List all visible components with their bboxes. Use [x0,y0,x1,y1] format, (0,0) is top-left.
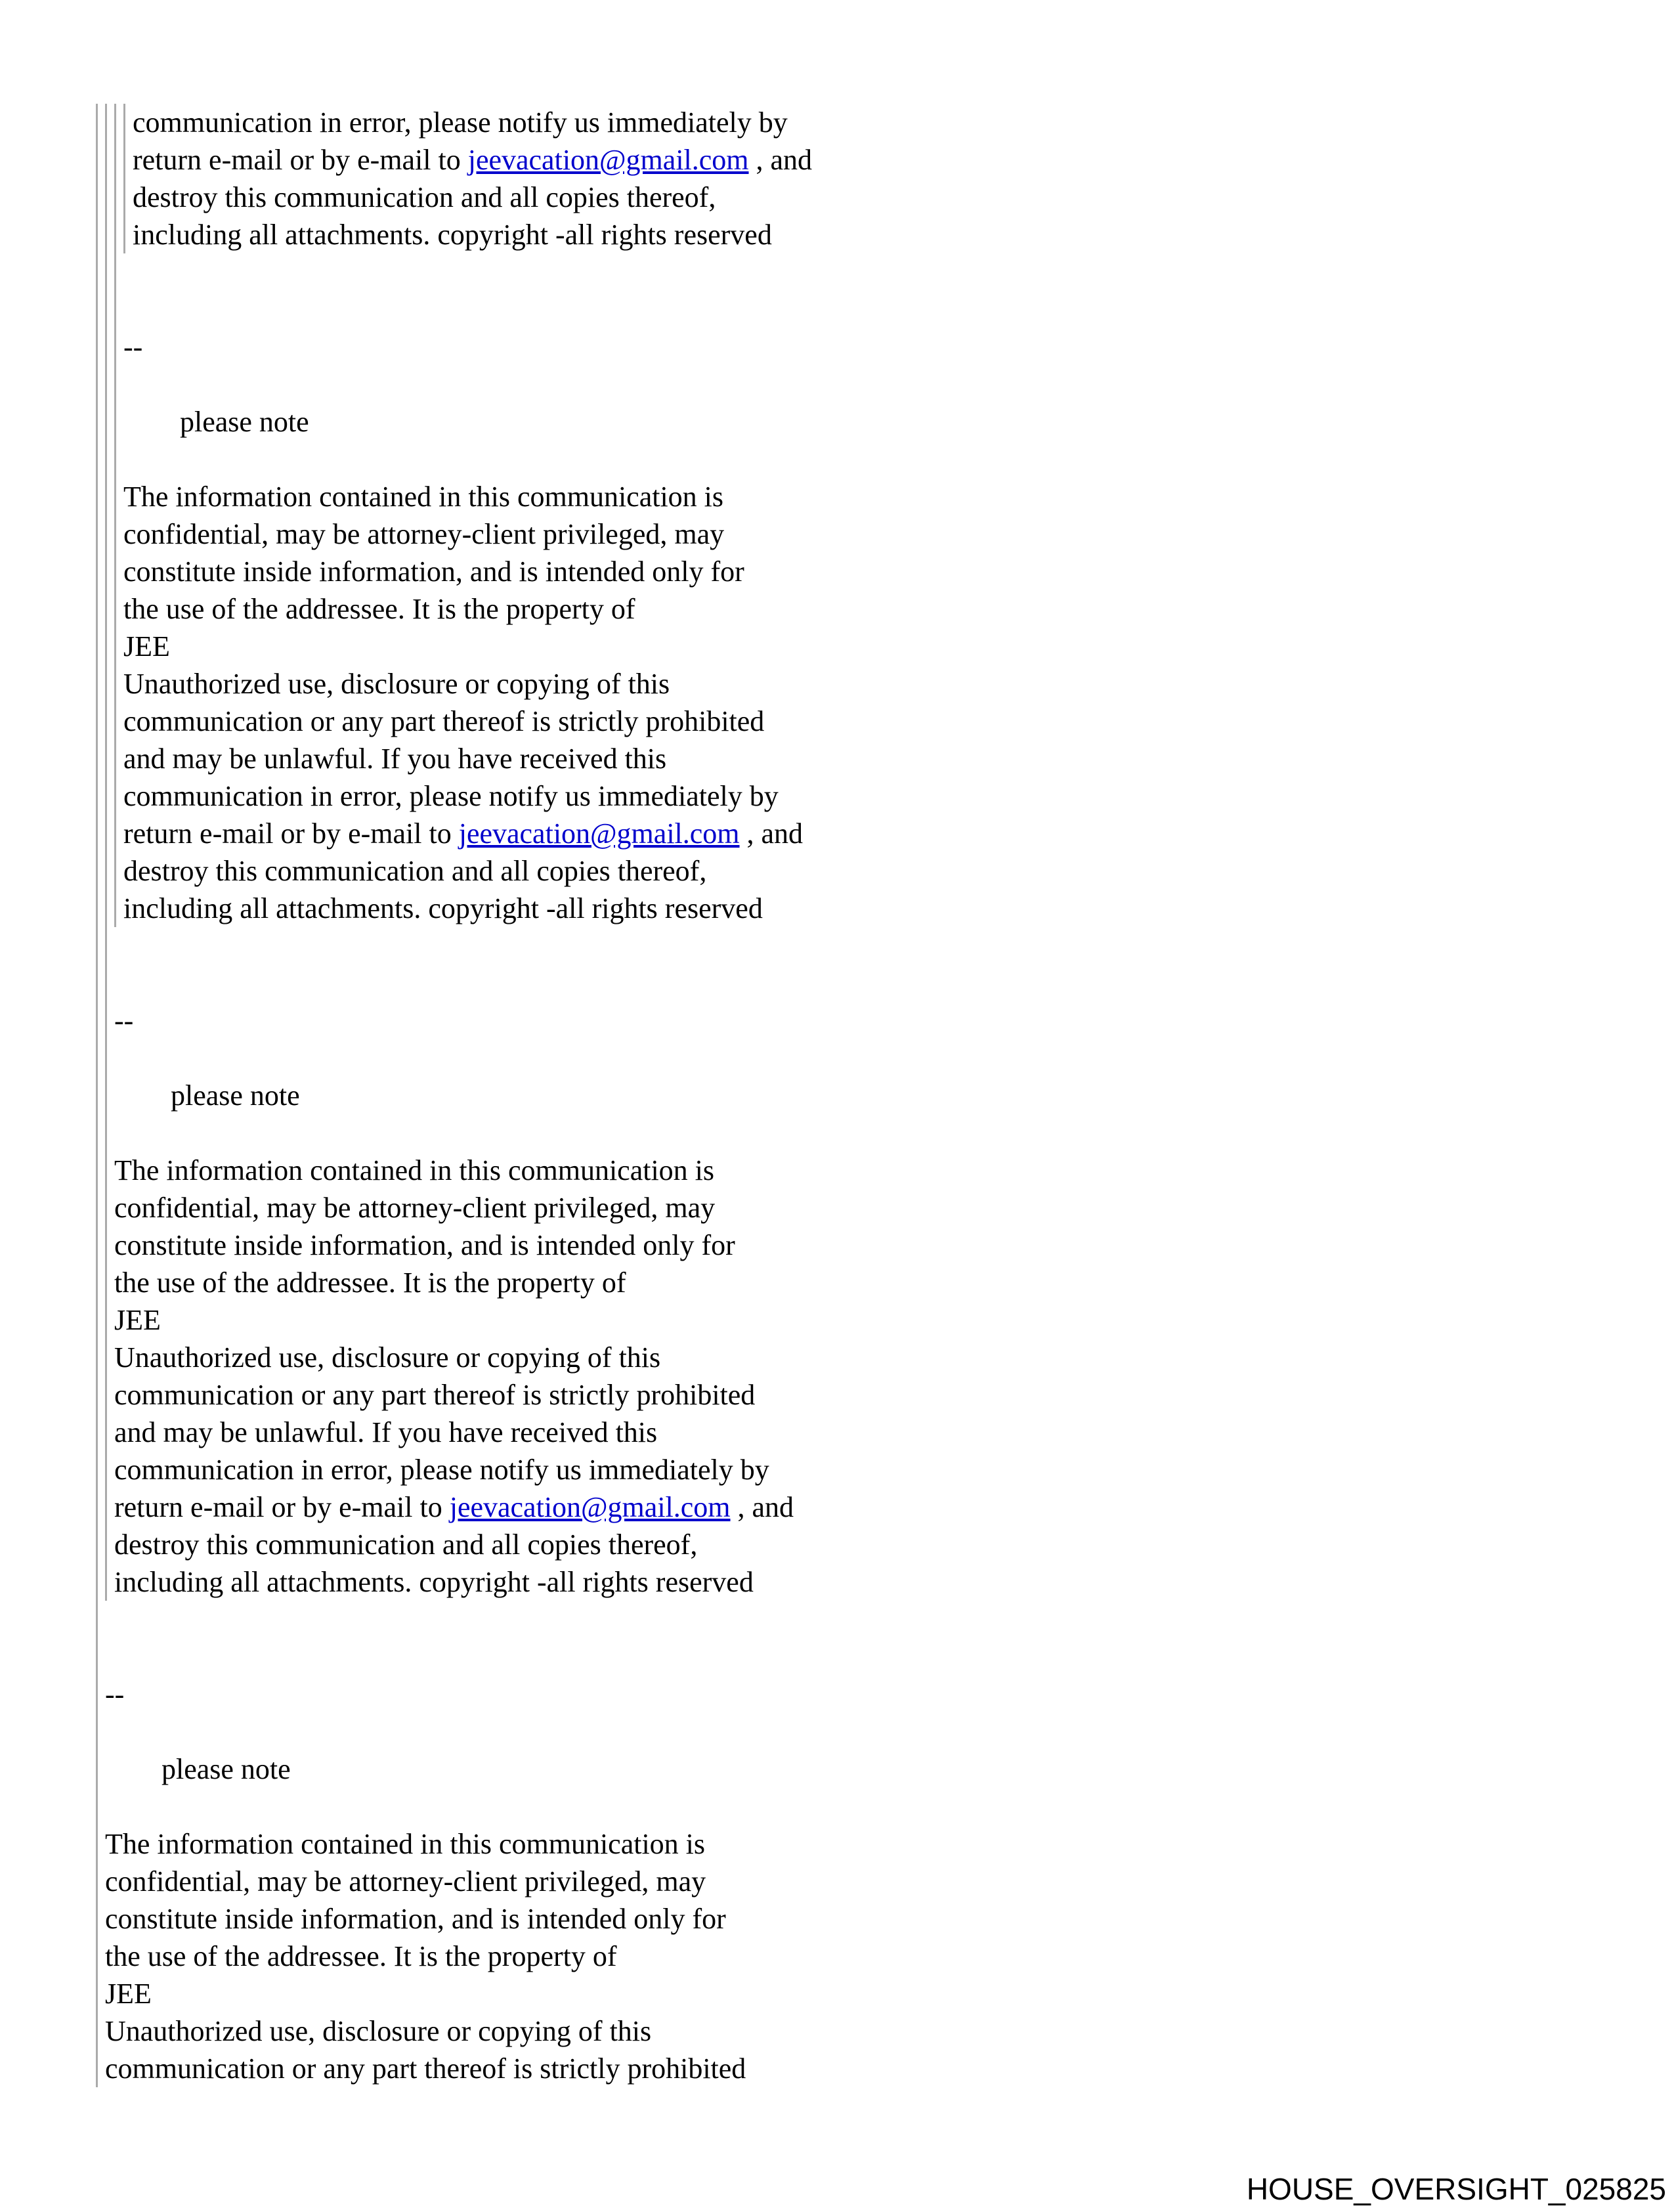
quote-bar [96,1601,98,2087]
line-text: , and [739,817,804,850]
quote-content [133,104,812,253]
disclaimer-line [133,141,812,179]
quote-bar [105,253,107,927]
quote-content [123,253,803,927]
disclaimer-line: constitute inside information, and is intended only for [123,555,744,588]
line-text: , and [748,144,813,176]
disclaimer-line: communication or any part thereof is strictly prohibited [105,2052,746,2085]
disclaimer-line: constitute inside information, and is intended only for [105,1903,726,1935]
quote-content [105,1601,746,2087]
disclaimer-line: JEE [105,1978,152,2010]
disclaimer-line: The information contained in this communication is [105,1828,706,1860]
quote-bar [114,104,116,253]
disclaimer-line: the use of the addressee. It is the property of [114,1267,626,1299]
quote-bars [96,253,123,927]
quote-bar [96,253,98,927]
quote-bar [105,927,107,1601]
disclaimer-paragraph [123,478,803,927]
line-text: , and [730,1491,794,1523]
email-link[interactable]: jeevacation@gmail.com [467,144,749,176]
disclaimer-line: the use of the addressee. It is the property of [105,1940,617,1972]
disclaimer-line: JEE [123,630,170,662]
note-label: please note [180,406,309,438]
quote-bar [105,104,107,253]
bates-number: HOUSE_OVERSIGHT_025825 [1246,2172,1666,2206]
quote-bar [114,253,116,927]
disclaimer-line: communication or any part thereof is strictly prohibited [114,1379,756,1411]
disclaimer-line [123,815,803,852]
disclaimer-line [114,1488,794,1526]
disclaimer-line: Unauthorized use, disclosure or copying of this [105,2015,652,2047]
disclaimer-line: the use of the addressee. It is the property of [123,593,635,625]
quote-bars [96,104,133,253]
email-link[interactable]: jeevacation@gmail.com [458,817,740,850]
disclaimer-line: communication in error, please notify us immediately by [114,1454,769,1486]
disclaimer-paragraph [133,104,812,253]
disclaimer-line: including all attachments. copyright -all rights reserved [123,892,763,924]
disclaimer-line: including all attachments. copyright -all rights reserved [133,219,772,251]
note-label: please note [161,1753,291,1785]
line-text: return e-mail or by e-mail to [114,1491,450,1523]
quote-section [96,104,1674,253]
quote-section [96,253,1674,927]
signature-separator: -- [123,331,143,363]
email-link[interactable]: jeevacation@gmail.com [449,1491,731,1523]
line-text: return e-mail or by e-mail to [133,144,468,176]
disclaimer-line: communication in error, please notify us immediately by [133,106,788,139]
quote-content [114,927,794,1601]
note-label: please note [171,1079,300,1112]
disclaimer-line: and may be unlawful. If you have received this [123,743,667,775]
disclaimer-line: The information contained in this communication is [114,1154,715,1186]
disclaimer-line: confidential, may be attorney-client privileged, may [123,518,725,550]
quote-bars [96,927,114,1601]
disclaimer-paragraph [114,1152,794,1601]
signature-separator: -- [114,1005,134,1037]
disclaimer-line: Unauthorized use, disclosure or copying of this [114,1341,661,1374]
quote-bar [96,104,98,253]
line-text: return e-mail or by e-mail to [123,817,459,850]
disclaimer-line: communication or any part thereof is strictly prohibited [123,705,765,737]
quote-section [96,1601,1674,2087]
disclaimer-line: including all attachments. copyright -all rights reserved [114,1566,754,1598]
quote-bar [96,927,98,1601]
email-quote-thread [96,104,1674,2087]
disclaimer-line: confidential, may be attorney-client privileged, may [114,1192,716,1224]
disclaimer-line: confidential, may be attorney-client privileged, may [105,1865,706,1898]
disclaimer-line: JEE [114,1304,161,1336]
quote-bar [123,104,125,253]
disclaimer-line: constitute inside information, and is intended only for [114,1229,735,1261]
disclaimer-line: Unauthorized use, disclosure or copying of this [123,668,670,700]
disclaimer-line: destroy this communication and all copies thereof, [123,855,707,887]
disclaimer-line: destroy this communication and all copies thereof, [114,1529,698,1561]
signature-separator: -- [105,1678,125,1710]
disclaimer-line: and may be unlawful. If you have received this [114,1416,658,1448]
disclaimer-paragraph [105,1825,746,2087]
disclaimer-line: The information contained in this communication is [123,481,724,513]
quote-bars [96,1601,105,2087]
quote-section [96,927,1674,1601]
disclaimer-line: communication in error, please notify us immediately by [123,780,779,812]
disclaimer-line: destroy this communication and all copies thereof, [133,181,716,213]
